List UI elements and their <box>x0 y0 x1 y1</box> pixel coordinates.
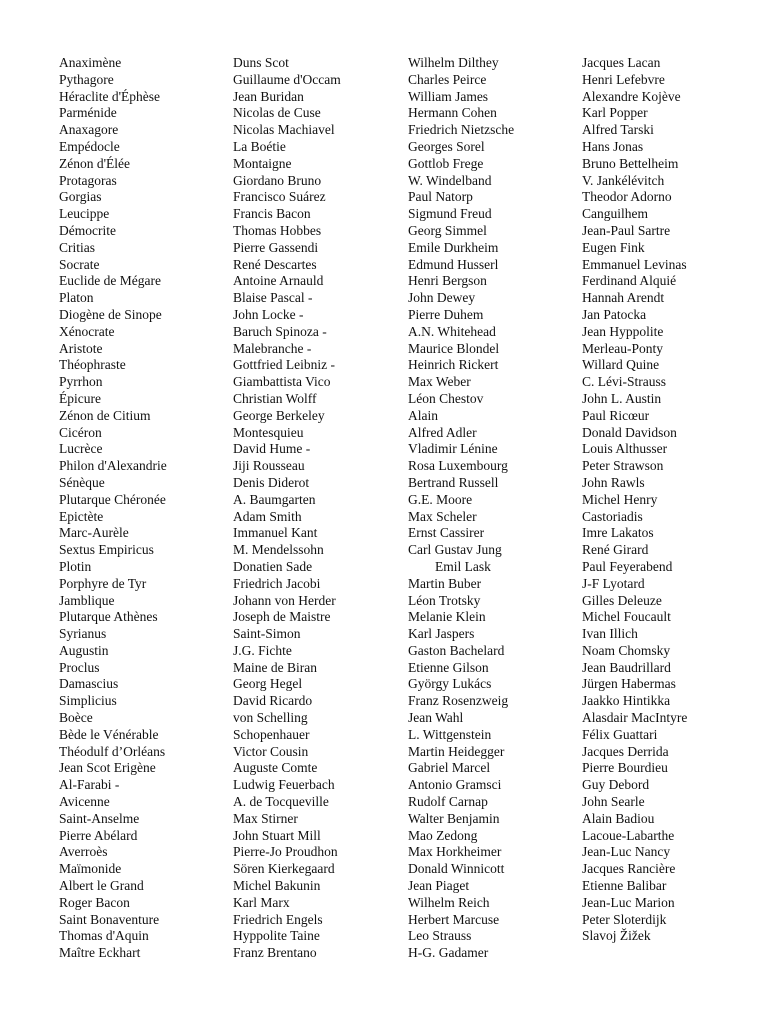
philosopher-name: Empédocle <box>59 138 120 154</box>
philosopher-name: Imre Lakatos <box>582 525 654 541</box>
philosopher-name: Alain Badiou <box>582 810 655 826</box>
philosopher-name: W. Windelband <box>408 172 492 188</box>
philosopher-name: Alfred Tarski <box>582 122 654 138</box>
philosopher-name: J.G. Fichte <box>233 642 292 658</box>
philosopher-name: Slavoj Žižek <box>582 928 651 944</box>
philosopher-name: Averroès <box>59 844 108 860</box>
philosopher-name: V. Jankélévitch <box>582 172 665 188</box>
philosopher-name: Plutarque Chéronée <box>59 491 166 507</box>
philosopher-name: Pierre-Jo Proudhon <box>233 844 338 860</box>
philosopher-name: Max Stirner <box>233 810 298 826</box>
philosopher-name: Emile Durkheim <box>408 239 499 255</box>
philosopher-name: Guy Debord <box>582 777 650 793</box>
philosopher-name: Malebranche - <box>233 340 312 356</box>
philosopher-name: Pyrrhon <box>59 374 103 390</box>
philosopher-name: Jamblique <box>59 592 115 608</box>
philosopher-name: Joseph de Maistre <box>233 609 331 625</box>
philosopher-name: Victor Cousin <box>233 743 309 759</box>
philosopher-name: Xénocrate <box>59 323 115 339</box>
philosopher-name: Jacques Rancière <box>582 861 676 877</box>
philosopher-name: Johann von Herder <box>233 592 336 608</box>
philosopher-name: Lacoue-Labarthe <box>582 827 675 843</box>
philosopher-name: Martin Buber <box>408 575 482 591</box>
philosopher-name: Bède le Vénérable <box>59 726 159 742</box>
philosopher-name: Herbert Marcuse <box>408 911 500 927</box>
philosopher-name: Jürgen Habermas <box>582 676 676 692</box>
philosopher-name: Roger Bacon <box>59 894 130 910</box>
philosopher-name: Sören Kierkegaard <box>233 861 335 877</box>
philosopher-name: Max Horkheimer <box>408 844 502 860</box>
philosopher-name: Bertrand Russell <box>408 474 499 490</box>
philosopher-name: Hannah Arendt <box>582 290 665 306</box>
philosopher-name: John Rawls <box>582 474 645 490</box>
philosopher-name: Mao Zedong <box>408 827 478 843</box>
philosopher-name: Vladimir Lénine <box>408 441 498 457</box>
philosopher-name: Karl Jaspers <box>408 626 475 642</box>
philosopher-name: Gottfried Leibniz - <box>233 357 335 373</box>
philosopher-name: Leo Strauss <box>408 928 472 944</box>
philosopher-name: Jean-Paul Sartre <box>582 222 671 238</box>
philosopher-name: Maine de Biran <box>233 659 317 675</box>
philosopher-name: Canguilhem <box>582 206 648 222</box>
philosopher-name: John Dewey <box>408 290 476 306</box>
philosopher-name: Franz Rosenzweig <box>408 693 509 709</box>
philosopher-name: Léon Chestov <box>408 390 484 406</box>
philosopher-name: Jiji Rousseau <box>233 458 305 474</box>
philosopher-name: Francis Bacon <box>233 206 311 222</box>
philosopher-name: David Ricardo <box>233 693 313 709</box>
philosopher-name: Duns Scot <box>233 55 289 70</box>
philosopher-name: von Schelling <box>233 710 308 726</box>
philosopher-name: Baruch Spinoza - <box>233 323 327 339</box>
philosopher-name: Philon d'Alexandrie <box>59 458 167 474</box>
philosopher-name: Martin Heidegger <box>408 743 505 759</box>
philosopher-name: Protagoras <box>59 172 117 188</box>
philosopher-name: Anaximène <box>59 55 122 70</box>
philosopher-column-2 <box>233 55 341 962</box>
philosopher-name: Heinrich Rickert <box>408 357 499 373</box>
philosopher-name: Henri Lefebvre <box>582 71 665 87</box>
philosopher-name: Platon <box>59 290 94 306</box>
philosopher-name: Georg Simmel <box>408 222 487 238</box>
philosopher-name: Georges Sorel <box>408 138 485 154</box>
philosopher-name: Sextus Empiricus <box>59 542 154 558</box>
philosopher-name: Pierre Gassendi <box>233 239 319 255</box>
philosopher-name: Emmanuel Levinas <box>582 256 687 272</box>
philosopher-name: Pythagore <box>59 71 114 87</box>
philosopher-name: Nicolas de Cuse <box>233 105 321 121</box>
philosopher-name: Sigmund Freud <box>408 206 492 222</box>
philosopher-name: Plotin <box>59 558 92 574</box>
philosopher-name: Augustin <box>59 642 109 658</box>
philosopher-name: Jean Wahl <box>408 710 464 726</box>
philosopher-name: Giambattista Vico <box>233 374 331 390</box>
philosopher-name: Karl Popper <box>582 105 648 121</box>
philosopher-name: Emil Lask <box>435 558 491 574</box>
philosopher-name: Alain <box>408 407 438 423</box>
philosopher-name: Max Scheler <box>408 508 477 524</box>
philosopher-name: Théodulf d’Orléans <box>59 743 166 759</box>
philosopher-name: Jacques Lacan <box>582 55 661 70</box>
philosopher-name: Léon Trotsky <box>408 592 481 608</box>
philosopher-name: Adam Smith <box>233 508 302 524</box>
philosopher-name: Syrianus <box>59 626 107 642</box>
philosopher-name: Nicolas Machiavel <box>233 122 335 138</box>
philosopher-name: Boèce <box>59 710 93 726</box>
philosopher-name: Jean Piaget <box>408 878 470 894</box>
philosopher-name: Jean Buridan <box>233 88 304 104</box>
philosopher-name: Rosa Luxembourg <box>408 458 508 474</box>
philosopher-name: Merleau-Ponty <box>582 340 663 356</box>
philosopher-name: Friedrich Jacobi <box>233 575 321 591</box>
philosopher-column-3 <box>408 55 514 962</box>
philosopher-name: Jean Hyppolite <box>582 323 664 339</box>
philosopher-name: Maître Eckhart <box>59 945 141 961</box>
philosopher-name: David Hume - <box>233 441 311 457</box>
philosopher-name: Maïmonide <box>59 861 122 877</box>
philosopher-name: C. Lévi-Strauss <box>582 374 666 390</box>
philosopher-name: Georg Hegel <box>233 676 303 692</box>
philosopher-name: Ludwig Feuerbach <box>233 777 335 793</box>
philosopher-name: Guillaume d'Occam <box>233 71 341 87</box>
philosopher-name: G.E. Moore <box>408 491 473 507</box>
philosopher-name: Théophraste <box>59 357 126 373</box>
philosopher-name: William James <box>408 88 489 104</box>
philosopher-name: Héraclite d'Éphèse <box>59 88 161 104</box>
philosopher-name: Christian Wolff <box>233 390 317 406</box>
philosopher-name: Thomas d'Aquin <box>59 928 149 944</box>
philosopher-name: Jacques Derrida <box>582 743 669 759</box>
philosopher-name: La Boétie <box>233 138 286 154</box>
philosopher-name: Hyppolite Taine <box>233 928 320 944</box>
philosopher-name: George Berkeley <box>233 407 325 423</box>
philosopher-name: Leucippe <box>59 206 110 222</box>
philosopher-name: A.N. Whitehead <box>408 323 496 339</box>
philosopher-name: Eugen Fink <box>582 239 645 255</box>
philosopher-name: Hermann Cohen <box>408 105 497 121</box>
philosopher-name: Charles Peirce <box>408 71 487 87</box>
philosopher-name: Henri Bergson <box>408 273 487 289</box>
philosopher-name: Damascius <box>59 676 119 692</box>
philosopher-name: Franz Brentano <box>233 945 317 961</box>
philosopher-name: Antoine Arnauld <box>233 273 324 289</box>
philosopher-name: Ernst Cassirer <box>408 525 485 541</box>
philosopher-name: Rudolf Carnap <box>408 794 488 810</box>
philosopher-name: Schopenhauer <box>233 726 310 742</box>
philosopher-name: Noam Chomsky <box>582 642 671 658</box>
philosopher-name: John Searle <box>582 794 645 810</box>
philosopher-name: Donald Davidson <box>582 424 677 440</box>
philosopher-name: Diogène de Sinope <box>59 306 162 322</box>
philosopher-name: Zénon d'Élée <box>59 155 131 171</box>
philosopher-name: Donald Winnicott <box>408 861 505 877</box>
philosopher-column-1 <box>59 55 167 962</box>
philosopher-name: Walter Benjamin <box>408 810 500 826</box>
philosopher-name: Alexandre Kojève <box>582 88 681 104</box>
philosopher-name: Félix Guattari <box>582 726 658 742</box>
philosopher-name: Immanuel Kant <box>233 525 318 541</box>
philosopher-name: Pierre Abélard <box>59 827 138 843</box>
philosopher-name: Wilhelm Dilthey <box>408 55 499 70</box>
philosopher-name: Wilhelm Reich <box>408 894 490 910</box>
philosopher-name: György Lukács <box>408 676 492 692</box>
philosopher-name: Saint-Anselme <box>59 810 140 826</box>
philosopher-name: Epictète <box>59 508 104 524</box>
philosopher-name: Marc-Aurèle <box>59 525 129 541</box>
philosopher-name: Anaxagore <box>59 122 119 138</box>
philosopher-name: Lucrèce <box>59 441 103 457</box>
philosopher-name: Hans Jonas <box>582 138 644 154</box>
philosopher-name: Carl Gustav Jung <box>408 542 502 558</box>
philosopher-name: Paul Ricœur <box>582 407 650 423</box>
philosopher-name: Aristote <box>59 340 103 356</box>
philosopher-name: Ivan Illich <box>582 626 638 642</box>
philosopher-name: Alfred Adler <box>408 424 477 440</box>
philosopher-name: M. Mendelssohn <box>233 542 324 558</box>
philosopher-name: Edmund Husserl <box>408 256 499 272</box>
philosopher-name: A. Baumgarten <box>233 491 316 507</box>
philosopher-name: Jean-Luc Nancy <box>582 844 671 860</box>
philosopher-name: Euclide de Mégare <box>59 273 161 289</box>
philosopher-name: Jean-Luc Marion <box>582 894 675 910</box>
philosopher-name: Theodor Adorno <box>582 189 672 205</box>
philosopher-name: Jaakko Hintikka <box>582 693 671 709</box>
philosopher-name: Épicure <box>59 390 101 406</box>
philosopher-name: Critias <box>59 239 95 255</box>
philosopher-name: A. de Tocqueville <box>233 794 329 810</box>
philosopher-name: H-G. Gadamer <box>408 945 489 961</box>
philosopher-name: Peter Strawson <box>582 458 664 474</box>
philosopher-name: Giordano Bruno <box>233 172 322 188</box>
philosopher-name: Etienne Balibar <box>582 878 667 894</box>
philosopher-column-4 <box>582 55 687 945</box>
philosopher-name: Thomas Hobbes <box>233 222 322 238</box>
philosopher-name: Denis Diderot <box>233 474 310 490</box>
philosopher-name: John Locke - <box>233 306 304 322</box>
philosopher-name: Plutarque Athènes <box>59 609 158 625</box>
philosopher-name: Saint-Simon <box>233 626 301 642</box>
philosopher-name: John L. Austin <box>582 390 662 406</box>
philosopher-name: Karl Marx <box>233 894 290 910</box>
philosopher-name: Paul Natorp <box>408 189 473 205</box>
philosopher-name: Friedrich Nietzsche <box>408 122 515 138</box>
philosopher-name: Donatien Sade <box>233 558 313 574</box>
philosopher-name: René Girard <box>582 542 649 558</box>
philosopher-name: Montaigne <box>233 155 292 171</box>
philosopher-name: Gottlob Frege <box>408 155 484 171</box>
philosopher-name: Sénèque <box>59 474 105 490</box>
philosopher-name: Michel Henry <box>582 491 658 507</box>
philosopher-name: Bruno Bettelheim <box>582 155 679 171</box>
philosopher-name: Alasdair MacIntyre <box>582 710 688 726</box>
philosopher-name: Jan Patocka <box>582 306 647 322</box>
philosopher-name: Michel Foucault <box>582 609 671 625</box>
philosopher-name: Max Weber <box>408 374 471 390</box>
philosopher-name: Albert le Grand <box>59 878 144 894</box>
philosopher-name: Blaise Pascal - <box>233 290 313 306</box>
philosopher-name: Al-Farabi - <box>59 777 120 793</box>
philosopher-name: Pierre Duhem <box>408 306 484 322</box>
philosopher-name: Montesquieu <box>233 424 304 440</box>
philosopher-name: Louis Althusser <box>582 441 668 457</box>
philosopher-name: J-F Lyotard <box>582 575 645 591</box>
philosopher-name: Zénon de Citium <box>59 407 151 423</box>
philosopher-name: Willard Quine <box>582 357 660 373</box>
philosopher-name: L. Wittgenstein <box>408 726 492 742</box>
philosopher-name: Jean Scot Erigène <box>59 760 156 776</box>
philosopher-name: Peter Sloterdijk <box>582 911 667 927</box>
philosopher-name: Jean Baudrillard <box>582 659 671 675</box>
philosopher-name: Socrate <box>59 256 100 272</box>
philosopher-name: Cicéron <box>59 424 102 440</box>
philosopher-name: Pierre Bourdieu <box>582 760 668 776</box>
philosopher-name: Friedrich Engels <box>233 911 323 927</box>
philosopher-name: John Stuart Mill <box>233 827 321 843</box>
philosopher-name: Maurice Blondel <box>408 340 500 356</box>
philosopher-name: Antonio Gramsci <box>408 777 502 793</box>
philosopher-name: Etienne Gilson <box>408 659 489 675</box>
philosopher-name: Ferdinand Alquié <box>582 273 677 289</box>
philosopher-name: Simplicius <box>59 693 117 709</box>
philosopher-name: Gorgias <box>59 189 102 205</box>
philosopher-name: Gabriel Marcel <box>408 760 491 776</box>
philosopher-name: René Descartes <box>233 256 317 272</box>
philosopher-name: Auguste Comte <box>233 760 318 776</box>
philosopher-name: Parménide <box>59 105 117 121</box>
philosopher-name: Avicenne <box>59 794 110 810</box>
philosopher-name: Gilles Deleuze <box>582 592 662 608</box>
philosopher-name: Francisco Suárez <box>233 189 326 205</box>
philosopher-name: Paul Feyerabend <box>582 558 673 574</box>
philosopher-name: Proclus <box>59 659 100 675</box>
philosopher-name: Porphyre de Tyr <box>59 575 147 591</box>
philosopher-name: Démocrite <box>59 222 116 238</box>
philosopher-name: Saint Bonaventure <box>59 911 160 927</box>
philosopher-name: Castoriadis <box>582 508 643 524</box>
philosopher-name: Michel Bakunin <box>233 878 321 894</box>
philosopher-name: Melanie Klein <box>408 609 486 625</box>
philosopher-name: Gaston Bachelard <box>408 642 505 658</box>
